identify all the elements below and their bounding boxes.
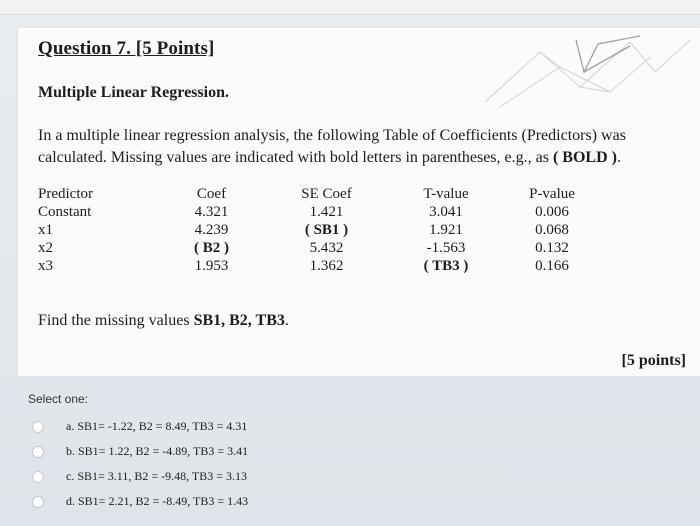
table-header-cell: SE Coef (301, 186, 352, 202)
answer-option-a[interactable] (28, 414, 688, 439)
find-instruction (38, 312, 289, 330)
top-strip (0, 0, 700, 15)
table-cell: x3 (38, 258, 53, 274)
answer-option-label[interactable]: d. SB1= 2.21, B2 = -8.49, TB3 = 1.43 (66, 494, 249, 508)
answer-option-label[interactable]: a. SB1= -1.22, B2 = 8.49, TB3 = 4.31 (66, 419, 248, 433)
decorative-graphic (480, 32, 700, 112)
table-cell: 1.953 (194, 258, 229, 274)
table-cell: 1.362 (309, 258, 344, 274)
table-header-row (38, 185, 608, 203)
paragraph-main-text: In a multiple linear regression analysis, the following Table of Coefficients (Predictors) was calculated. Missing values are indicated with bold letters in parentheses, e.g., as (38, 127, 626, 166)
table-row (38, 221, 608, 239)
radio-button-d[interactable] (32, 496, 44, 508)
table-cell: 0.006 (535, 204, 569, 220)
points-label: [5 points] (621, 352, 686, 369)
table-header-cell: Coef (196, 186, 227, 202)
answer-option-d[interactable] (28, 489, 688, 514)
paragraph-bold-example: ( BOLD ) (552, 149, 617, 166)
table-cell: x2 (38, 240, 53, 256)
coefficients-table (38, 185, 608, 275)
table-row (38, 203, 608, 221)
find-suffix: . (284, 312, 289, 329)
table-cell-missing-b2: ( B2 ) (194, 240, 229, 256)
answer-option-label[interactable]: b. SB1= 1.22, B2 = -4.89, TB3 = 3.41 (66, 444, 249, 458)
table-header-cell: Predictor (38, 186, 93, 202)
table-cell: 0.068 (535, 222, 569, 238)
answer-area (28, 392, 688, 514)
table-row (38, 257, 608, 275)
answer-option-b[interactable] (28, 439, 688, 464)
question-text-card (18, 28, 700, 376)
table-cell-missing-tb3: ( TB3 ) (423, 258, 469, 274)
table-cell: 0.132 (535, 240, 569, 256)
table-cell: 0.166 (535, 258, 569, 274)
paragraph-end: . (616, 149, 621, 166)
table-header-cell: T-value (423, 186, 469, 202)
answer-option-label[interactable]: c. SB1= 3.11, B2 = -9.48, TB3 = 3.13 (66, 469, 247, 483)
table-cell: 1.421 (309, 204, 344, 220)
table-cell-missing-sb1: ( SB1 ) (304, 222, 349, 238)
radio-button-c[interactable] (32, 471, 44, 483)
table-cell: x1 (38, 222, 53, 238)
table-cell: -1.563 (426, 240, 466, 256)
select-one-prompt: Select one: (28, 392, 89, 406)
table-cell: 5.432 (309, 240, 344, 256)
table-cell: 4.239 (194, 222, 229, 238)
find-prefix: Find the missing values (38, 312, 194, 329)
radio-button-a[interactable] (32, 421, 44, 433)
table-row (38, 239, 608, 257)
question-title: Question 7. [5 Points] (38, 38, 215, 59)
table-cell: 3.041 (429, 204, 463, 220)
radio-button-b[interactable] (32, 446, 44, 458)
find-missing-values: SB1, B2, TB3 (193, 312, 285, 329)
table-header-cell: P-value (529, 186, 575, 202)
answer-option-c[interactable] (28, 464, 688, 489)
question-subtitle: Multiple Linear Regression. (38, 84, 229, 101)
table-cell: 4.321 (194, 204, 229, 220)
question-paragraph (38, 125, 688, 169)
table-cell: 1.921 (429, 222, 463, 238)
table-cell: Constant (38, 204, 92, 220)
